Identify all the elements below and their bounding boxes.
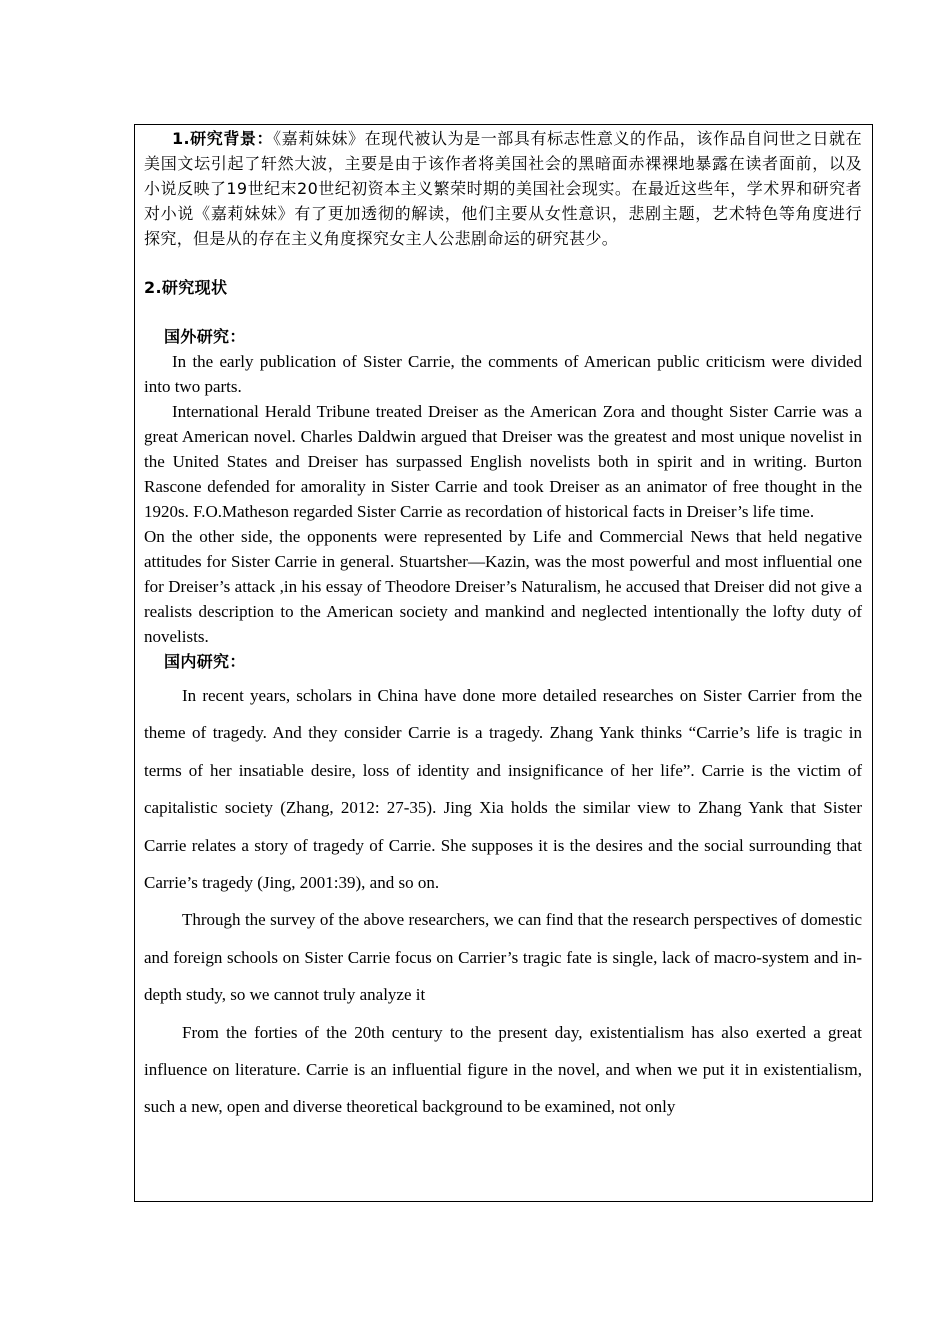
table-cell-frame bbox=[134, 124, 873, 1202]
spacer bbox=[144, 300, 862, 324]
domestic-research-heading: 国内研究： bbox=[164, 652, 246, 671]
research-status-heading: 2.研究现状 bbox=[144, 278, 228, 297]
document-body bbox=[144, 125, 862, 1126]
research-background-text: 《嘉莉妹妹》在现代被认为是一部具有标志性意义的作品，该作品自问世之日就在美国文坛引起了轩然大波，主要是由于该作者将美国社会的黑暗面赤裸裸地暴露在读者面前，以及小说反映了19世纪末20世纪初资本主义繁荣时期的美国社会现实。在最近这些年，学术界和研究者对小说《嘉莉妹妹》有了更加透彻的解读，他们主要从女性意识，悲剧主题，艺术特色等角度进行探究，但是从的存在主义角度探究女主人公悲剧命运的研究甚少。 bbox=[144, 129, 862, 248]
foreign-paragraph-2: International Herald Tribune treated Dreiser as the American Zora and thought Sister Carrie was a great American novel. Charles Daldwin argued that Dreiser was the greatest and most unique novelist in the United States and Dreiser has surpassed English novelists both in spirit and in writing. Burton Rascone defended for amorality in Sister Carrie and took Dreiser as an animator of free thought in the 1920s. F.O.Matheson regarded Sister Carrie as recordation of historical facts in Dreiser’s life time. bbox=[144, 402, 862, 521]
foreign-research-heading: 国外研究： bbox=[164, 327, 246, 346]
domestic-paragraph-2: Through the survey of the above researchers, we can find that the research perspectives of domestic and foreign schools on Sister Carrie focus on Carrier’s tragic fate is single, lack of macro-system and in-depth study, so we cannot truly analyze it bbox=[144, 910, 862, 1005]
domestic-paragraph-1: In recent years, scholars in China have done more detailed researches on Sister Carrier from the theme of tragedy. And they consider Carrie is a tragedy. Zhang Yank thinks “Carrie’s life is tragic in terms of her insatiable desire, loss of identity and insignificance of her life”. Carrie is the victim of capitalistic society (Zhang, 2012: 27-35). Jing Xia holds the similar view to Zhang Yank that Sister Carrie relates a story of tragedy of Carrie. She supposes it is the desires and the social surrounding that Carrie’s tragedy (Jing, 2001:39), and so on. bbox=[144, 686, 862, 893]
research-background-label: 1.研究背景： bbox=[172, 129, 274, 148]
domestic-paragraph-3: From the forties of the 20th century to the present day, existentialism has also exerted a great influence on literature. Carrie is an influential figure in the novel, and when we put it in existentialism, such a new, open and diverse theoretical background to be examined, not only bbox=[144, 1022, 862, 1117]
spacer bbox=[144, 251, 862, 275]
research-background-paragraph bbox=[144, 126, 862, 251]
foreign-paragraph-3: On the other side, the opponents were represented by Life and Commercial News that held negative attitudes for Sister Carrie in general. Stuartsher—Kazin, was the most powerful and most influential one for Dreiser’s attack ,in his essay of Theodore Dreiser’s Naturalism, he accused that Dreiser did not give a realists description to the American society and mankind and neglected intentionally the lofty duty of novelists. bbox=[144, 527, 862, 646]
foreign-paragraph-1: In the early publication of Sister Carrie, the comments of American public criticism were divided into two parts. bbox=[144, 352, 862, 396]
